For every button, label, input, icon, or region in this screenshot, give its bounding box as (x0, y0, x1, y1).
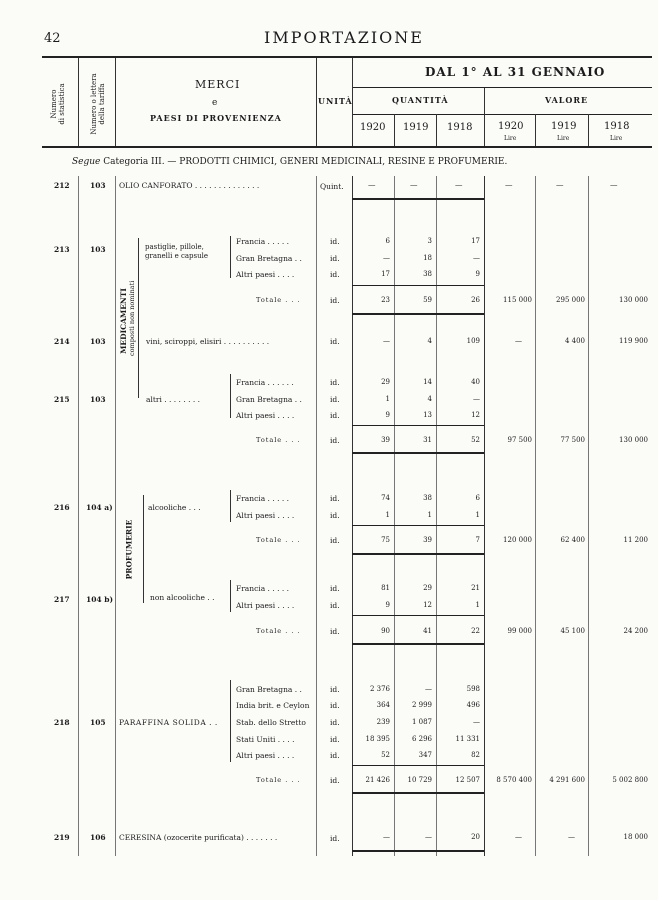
merce-214: vini, sciroppi, elisiri . . . . . . . . . . (146, 337, 270, 346)
col-numero-header: Numero di statistica (50, 83, 66, 125)
stat-218: 218 (54, 718, 70, 727)
subheader-rule (352, 114, 652, 115)
year-v-1919: 1919 (551, 121, 577, 132)
merce-216: alcooliche . . . (148, 503, 201, 512)
col-tariffa-header: Numero o lettera della tariffa (90, 73, 106, 135)
tar-216: 104 a) (86, 503, 113, 512)
merce-217: non alcooliche . . (150, 593, 215, 602)
stat-213: 213 (54, 245, 70, 254)
lire-1920: Lire (504, 135, 517, 142)
tar-215: 103 (90, 395, 106, 404)
lire-1918: Lire (610, 135, 623, 142)
merce-215: altri . . . . . . . . (146, 395, 201, 404)
year-q-1918: 1918 (447, 122, 473, 133)
tar-213: 103 (90, 245, 106, 254)
tar-212: 103 (90, 181, 106, 190)
header-bottom-rule (42, 146, 652, 148)
merce-212: OLIO CANFORATO . . . . . . . . . . . . . . (119, 181, 260, 190)
page-title: IMPORTAZIONE (264, 28, 424, 47)
stat-217: 217 (54, 595, 70, 604)
year-q-1920: 1920 (360, 122, 386, 133)
merce-218: PARAFFINA SOLIDA . . (119, 718, 218, 727)
quantita-header: QUANTITÀ (392, 95, 449, 105)
stat-212: 212 (54, 181, 70, 190)
unita-header: UNITÀ (318, 96, 353, 106)
paesi-header: PAESI DI PROVENIENZA (150, 113, 282, 123)
tar-217: 104 b) (86, 595, 114, 604)
unit-212: Quint. (320, 182, 344, 191)
stat-215: 215 (54, 395, 70, 404)
page-number: 42 (44, 31, 61, 46)
year-q-1919: 1919 (403, 122, 429, 133)
medicamenti-label: MEDICAMENTI composti non nominati (119, 280, 136, 356)
merci-e: e (212, 98, 218, 108)
profumerie-label: PROFUMERIE (124, 519, 134, 580)
period-header: DAL 1° AL 31 GENNAIO (425, 65, 606, 79)
merci-header: MERCI (195, 78, 241, 91)
header-top-rule (42, 56, 652, 58)
merce-219: CERESINA (ozocerite purificata) . . . . . . . (119, 833, 278, 842)
tar-214: 103 (90, 337, 106, 346)
category-heading: Segue Categoria III. — PRODOTTI CHIMICI, GENERI MEDICINALI, RESINE E PROFUMERIE. (72, 157, 508, 167)
merce-213: pastiglie, pillole, granelli e capsule (145, 243, 209, 260)
valore-header: VALORE (545, 95, 589, 105)
tar-219: 106 (90, 833, 106, 842)
tar-218: 105 (90, 718, 106, 727)
stat-219: 219 (54, 833, 70, 842)
year-v-1920: 1920 (498, 121, 524, 132)
lire-1919: Lire (557, 135, 570, 142)
period-rule (352, 87, 652, 88)
stat-216: 216 (54, 503, 70, 512)
year-v-1918: 1918 (604, 121, 630, 132)
stat-214: 214 (54, 337, 70, 346)
